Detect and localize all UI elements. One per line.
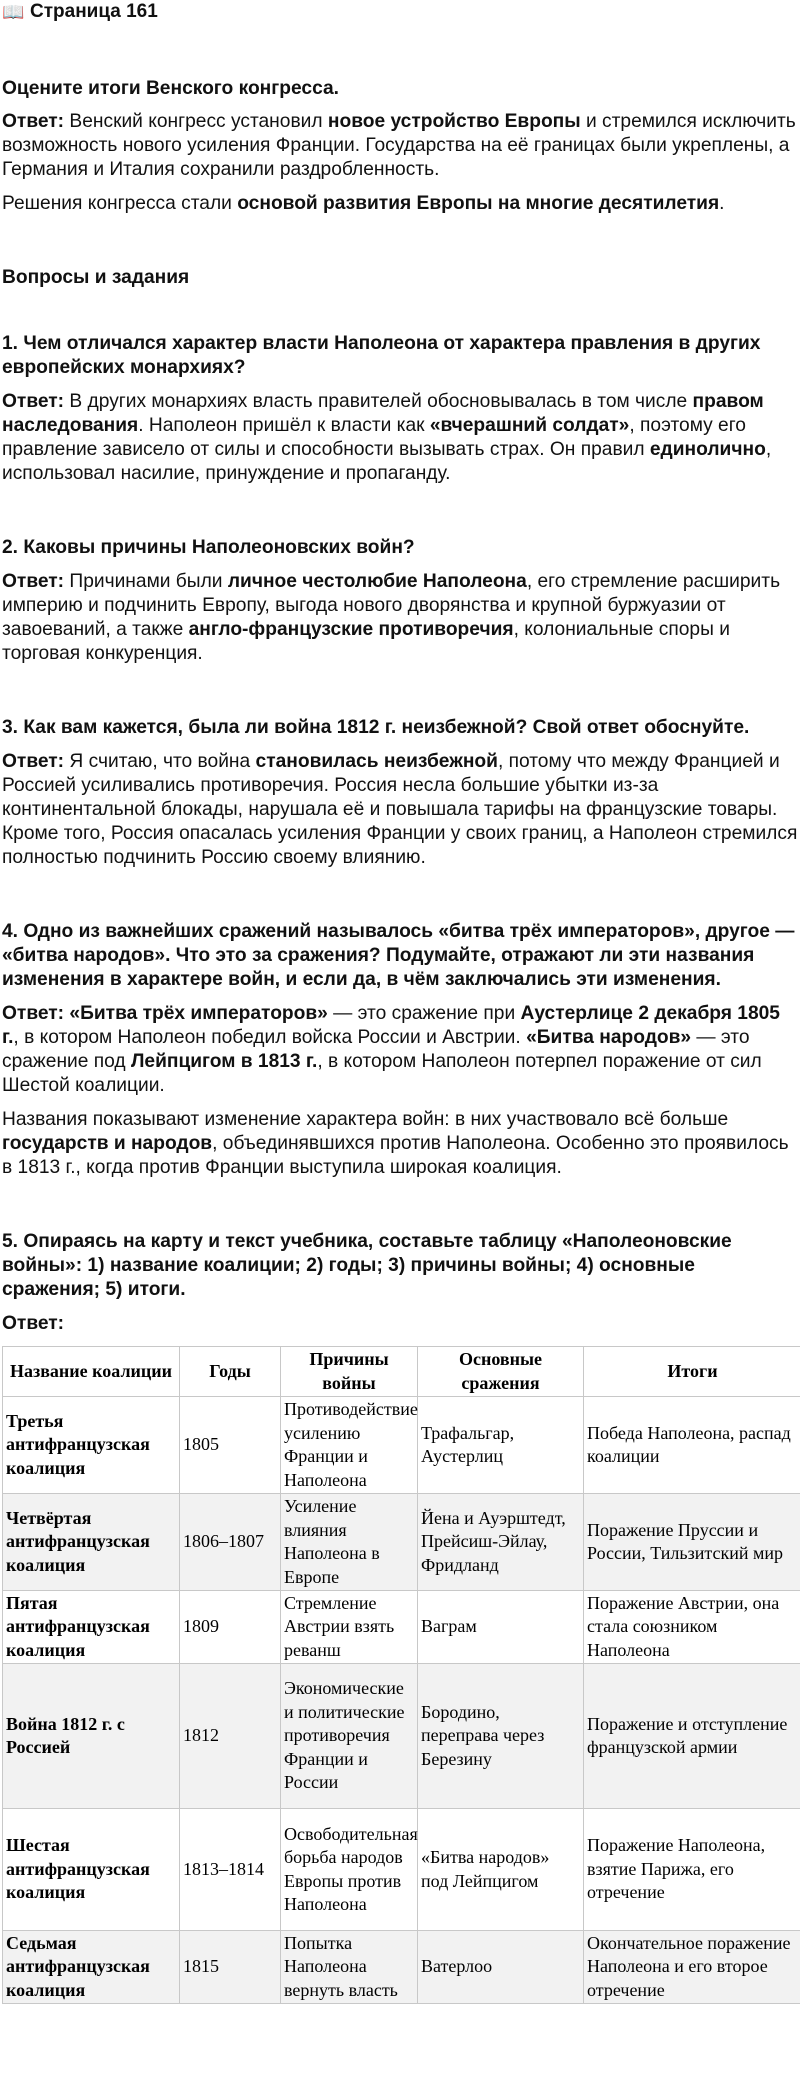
napoleonic-wars-table — [2, 1346, 800, 2004]
answer-3 — [2, 750, 798, 870]
page-header — [2, 0, 798, 24]
battles-cell: Трафальгар, Аустерлиц — [418, 1397, 584, 1494]
battles-cell: «Битва народов» под Лейпцигом — [418, 1809, 584, 1931]
coalition-cell: Пятая антифранцузская коалиция — [3, 1591, 180, 1664]
battles-cell: Ватерлоо — [418, 1931, 584, 2004]
text-run: , в котором Наполеон потерпел поражение от сил Шестой коалиции. — [2, 1051, 762, 1096]
column-header-coalition: Название коалиции — [3, 1347, 180, 1397]
results-cell: Поражение Наполеона, взятие Парижа, его отречение — [584, 1809, 800, 1931]
causes-cell: Усиление влияния Наполеона в Европе — [281, 1494, 418, 1591]
column-header-battles: Основные сражения — [418, 1347, 584, 1397]
page-title: Страница 161 — [30, 1, 158, 22]
years-cell: 1815 — [180, 1931, 281, 2004]
text-run: , в котором Наполеон победил войска России и Австрии. — [13, 1027, 527, 1048]
answer-4-part-2 — [2, 1108, 798, 1180]
bold-text-run: Ответ: — [2, 751, 65, 772]
table-body — [3, 1397, 800, 2004]
causes-cell: Противодействие усилению Франции и Наполеона — [281, 1397, 418, 1494]
bold-text-run: «Битва трёх императоров» — [69, 1003, 328, 1024]
column-header-causes: Причины войны — [281, 1347, 418, 1397]
column-header-years: Годы — [180, 1347, 281, 1397]
results-cell: Поражение и отступление французской армии — [584, 1664, 800, 1809]
text-run: , поэтому его правление зависело от силы и способности вызывать страх. Он правил — [2, 415, 746, 460]
years-cell: 1812 — [180, 1664, 281, 1809]
bold-text-run: личное честолюбие Наполеона — [227, 571, 527, 592]
bold-text-run: государств и народов — [2, 1133, 213, 1154]
bold-text-run: правом наследования — [2, 391, 764, 436]
results-cell: Поражение Пруссии и России, Тильзитский мир — [584, 1494, 800, 1591]
answer-1 — [2, 390, 798, 486]
question-5: 5. Опираясь на карту и текст учебника, составьте таблицу «Наполеоновские войны»: 1) название коалиции; 2) годы; 3) причины войны; 4) основные сражения; 5) итоги. — [2, 1231, 732, 1300]
question-1: 1. Чем отличался характер власти Наполеона от характера правления в других европейских монархиях? — [2, 333, 761, 378]
table-row — [3, 1664, 800, 1809]
table-row — [3, 1931, 800, 2004]
coalition-cell: Четвёртая антифранцузская коалиция — [3, 1494, 180, 1591]
bold-text-run: «Битва народов» — [526, 1027, 692, 1048]
column-header-results: Итоги — [584, 1347, 800, 1397]
bold-text-run: Ответ: — [2, 1003, 65, 1024]
table-row — [3, 1809, 800, 1931]
table-row — [3, 1494, 800, 1591]
text-run: , объединявшихся против Наполеона. Особенно это проявилось в 1813 г., когда против Франции выступила широкая коалиция. — [2, 1133, 789, 1178]
bold-text-run: англо-французские противоречия — [188, 619, 514, 640]
answer-2 — [2, 570, 798, 666]
bold-text-run: единолично — [649, 439, 766, 460]
results-cell: Окончательное поражение Наполеона и его второе отречение — [584, 1931, 800, 2004]
bold-text-run: «вчерашний солдат» — [429, 415, 630, 436]
open-book-icon: 📖 — [2, 2, 25, 22]
text-run: Причинами были — [64, 571, 228, 592]
table-row — [3, 1397, 800, 1494]
intro-answer-2 — [2, 192, 798, 216]
causes-cell: Стремление Австрии взять реванш — [281, 1591, 418, 1664]
battles-cell: Йена и Ауэрштедт, Прейсиш-Эйлау, Фридланд — [418, 1494, 584, 1591]
text-run: Названия показывают изменение характера войн: в них участвовало всё больше — [2, 1109, 729, 1130]
coalition-cell: Седьмая антифранцузская коалиция — [3, 1931, 180, 2004]
bold-text-run: Ответ: — [2, 111, 65, 132]
coalition-cell: Война 1812 г. с Россией — [3, 1664, 180, 1809]
text-run: , колониальные споры и торговая конкуренция. — [2, 619, 730, 664]
bold-text-run: Ответ: — [2, 391, 65, 412]
coalition-cell: Третья антифранцузская коалиция — [3, 1397, 180, 1494]
text-run: и стремился исключить возможность нового усиления Франции. Государства на её границах были укреплены, а Германия и Италия сохранили раздробленность. — [2, 111, 796, 180]
text-run: В других монархиях власть правителей обосновывалась в том числе — [64, 391, 693, 412]
bold-text-run: Аустерлице 2 декабря 1805 г. — [2, 1003, 780, 1048]
years-cell: 1813–1814 — [180, 1809, 281, 1931]
text-run: — это сражение при — [327, 1003, 521, 1024]
results-cell: Поражение Австрии, она стала союзником Наполеона — [584, 1591, 800, 1664]
answer-5-label: Ответ: — [2, 1313, 65, 1334]
text-run: , потому что между Францией и Россией усиливались противоречия. Россия несла большие убытки из-за континентальной блокады, нарушала её и повышала тарифы на французские товары. Кроме того, Россия опасалась усиления Франции у своих границ, а Наполеон стремился полностью подчинить Россию своему влиянию. — [2, 751, 798, 868]
bold-text-run: Лейпцигом в 1813 г. — [130, 1051, 318, 1072]
text-run: Венский конгресс установил — [64, 111, 328, 132]
text-run: , использовал насилие, принуждение и пропаганду. — [2, 439, 772, 484]
battles-cell: Ваграм — [418, 1591, 584, 1664]
bold-text-run: новое устройство Европы — [327, 111, 581, 132]
question-3: 3. Как вам кажется, была ли война 1812 г. неизбежной? Свой ответ обоснуйте. — [2, 717, 750, 738]
text-run: Я считаю, что война — [64, 751, 256, 772]
years-cell: 1805 — [180, 1397, 281, 1494]
text-run: . Наполеон пришёл к власти как — [138, 415, 430, 436]
bold-text-run: становилась неизбежной — [255, 751, 498, 772]
coalition-cell: Шестая антифранцузская коалиция — [3, 1809, 180, 1931]
text-run: , его стремление расширить империю и подчинить Европу, выгода нового дворянства и крупной буржуазии от завоеваний, а также — [2, 571, 781, 640]
causes-cell: Попытка Наполеона вернуть власть — [281, 1931, 418, 2004]
question-2: 2. Каковы причины Наполеоновских войн? — [2, 537, 415, 558]
text-run: — это сражение под — [2, 1027, 750, 1072]
results-cell: Победа Наполеона, распад коалиции — [584, 1397, 800, 1494]
intro-question: Оцените итоги Венского конгресса. — [2, 78, 339, 99]
battles-cell: Бородино, переправа через Березину — [418, 1664, 584, 1809]
text-run: . — [719, 193, 725, 214]
bold-text-run: Ответ: — [2, 571, 65, 592]
table-header-row — [3, 1347, 800, 1397]
causes-cell: Освободительная борьба народов Европы против Наполеона — [281, 1809, 418, 1931]
years-cell: 1806–1807 — [180, 1494, 281, 1591]
text-run: Решения конгресса стали — [2, 193, 238, 214]
years-cell: 1809 — [180, 1591, 281, 1664]
answer-4-part-1 — [2, 1002, 798, 1098]
section-title: Вопросы и задания — [2, 267, 190, 288]
table-row — [3, 1591, 800, 1664]
causes-cell: Экономические и политические противоречия Франции и России — [281, 1664, 418, 1809]
intro-answer-1 — [2, 110, 798, 182]
question-4: 4. Одно из важнейших сражений называлось «битва трёх императоров», другое — «битва народов». Что это за сражения? Подумайте, отражают ли эти названия изменения в характере войн, и если да, в чём заключались эти изменения. — [2, 921, 795, 990]
bold-text-run: основой развития Европы на многие десятилетия — [237, 193, 720, 214]
